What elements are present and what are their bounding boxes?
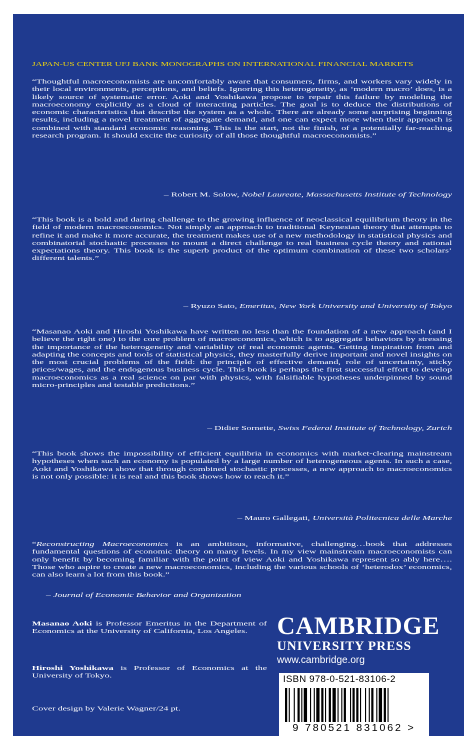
author-bio-yoshikawa: Hiroshi Yoshikawa is Professor of Economics at the University of Tokyo. [32, 664, 267, 680]
review-journal-quote: “Reconstructing Macroeconomics is an ambitious, informative, challenging…book that addresses fundamental questions of economic theory on many levels. In my view mainstream macroeconomists can only benefit by becoming familiar with the point of view Aoki and Yoshikawa represent so ably here…. Those who aspire to create a new macroeconomics, including the various schools of ‘heterodox’ economics, can also learn a lot from this book.” [32, 540, 452, 579]
isbn-label: ISBN 978-0-521-83106-2 [283, 674, 396, 685]
isbn-barcode-box [279, 673, 429, 736]
review-solow-quote: “Thoughtful macroeconomists are uncomfortably aware that consumers, firms, and workers vary widely in their local environments, perceptions, and beliefs. Ignoring this heterogeneity, as ‘modern macro’ does, is a likely source of systematic error. Aoki and Yoshikawa propose to repair this failure by modeling the macroeconomy explicitly as a cloud of interacting particles. The goal is to deduce the distributions of economic characteristics that describe the system as a whole. There are already some surprising beginning results, including a novel treatment of aggregate demand, and one can expect more when their approach is combined with standard economic reasoning. This is the start, not the finish, of a potentially far-reaching research program. It should excite the curiosity of all those thoughtful macroeconomists.” [32, 78, 452, 140]
review-gallegati-quote: “This book shows the impossibility of efficient equilibria in economics with market-clearing mainstream hypotheses when such an economy is populated by a large number of heterogeneous agents. In such a case, Aoki and Yoshikawa show that through combined stochastic processes, a new approach to macroeconomics is not only possible: it is real and this book shows how to reach it.” [32, 449, 452, 481]
review-gallegati-attribution: – Mauro Gallegati, Università Politecnica delle Marche [237, 514, 452, 523]
back-cover [13, 14, 464, 736]
review-solow-attribution: – Robert M. Solow, Nobel Laureate, Massachusetts Institute of Technology [163, 191, 452, 199]
publisher-logo [277, 615, 457, 666]
review-sato-quote: “This book is a bold and daring challenge to the growing influence of neoclassical equilibrium theory in the field of modern macroeconomics. Not simply an approach to traditional Keynesian theory that attempts to refine it and make it more accurate, the treatment makes use of a new methodology in statistical physics and combinatorial stochastic processes to mount a direct challenge to real business cycle theory and rational expectations theory. This book is the superb product of the optimum combination of these two scholars’ different talents.” [32, 216, 452, 263]
isbn-digits: 9 780521 831062 > [292, 722, 416, 734]
review-journal-attribution: – Journal of Economic Behavior and Organization [46, 591, 242, 599]
cover-design-credit: Cover design by Valerie Wagner/24 pt. [32, 705, 181, 713]
review-sato-attribution: – Ryuzo Sato, Emeritus, New York University and University of Tokyo [183, 302, 452, 311]
publisher-url: www.cambridge.org [277, 655, 365, 666]
author-bio-aoki: Masanao Aoki is Professor Emeritus in the Department of Economics at the University of California, Los Angeles. [32, 620, 267, 636]
barcode-icon [285, 688, 423, 722]
publisher-name: CAMBRIDGE [277, 613, 440, 640]
review-sornette-quote: “Masanao Aoki and Hiroshi Yoshikawa have written no less than the foundation of a new approach (and I believe the right one) to the core problem of macroeconomics, which is to aggregate behaviors by stressing the importance of the heterogeneity and variability of real economic agents. Getting inspiration from and adapting the concepts and tools of statistical physics, they masterfully derive important and novel insights on the most crucial problems of the field: the principle of effective demand, role of uncertainty, sticky prices/wages, and the endogenous business cycle. This book is perhaps the first successful effort to develop macroeconomics as a real science on par with physics, with falsifiable hypotheses underpinned by sound micro-principles and testable predictions.” [32, 327, 452, 390]
series-title: JAPAN-US CENTER UFJ BANK MONOGRAPHS ON INTERNATIONAL FINANCIAL MARKETS [32, 60, 414, 68]
publisher-press: UNIVERSITY PRESS [277, 638, 412, 653]
review-sornette-attribution: – Didier Sornette, Swiss Federal Institute of Technology, Zurich [207, 424, 452, 433]
